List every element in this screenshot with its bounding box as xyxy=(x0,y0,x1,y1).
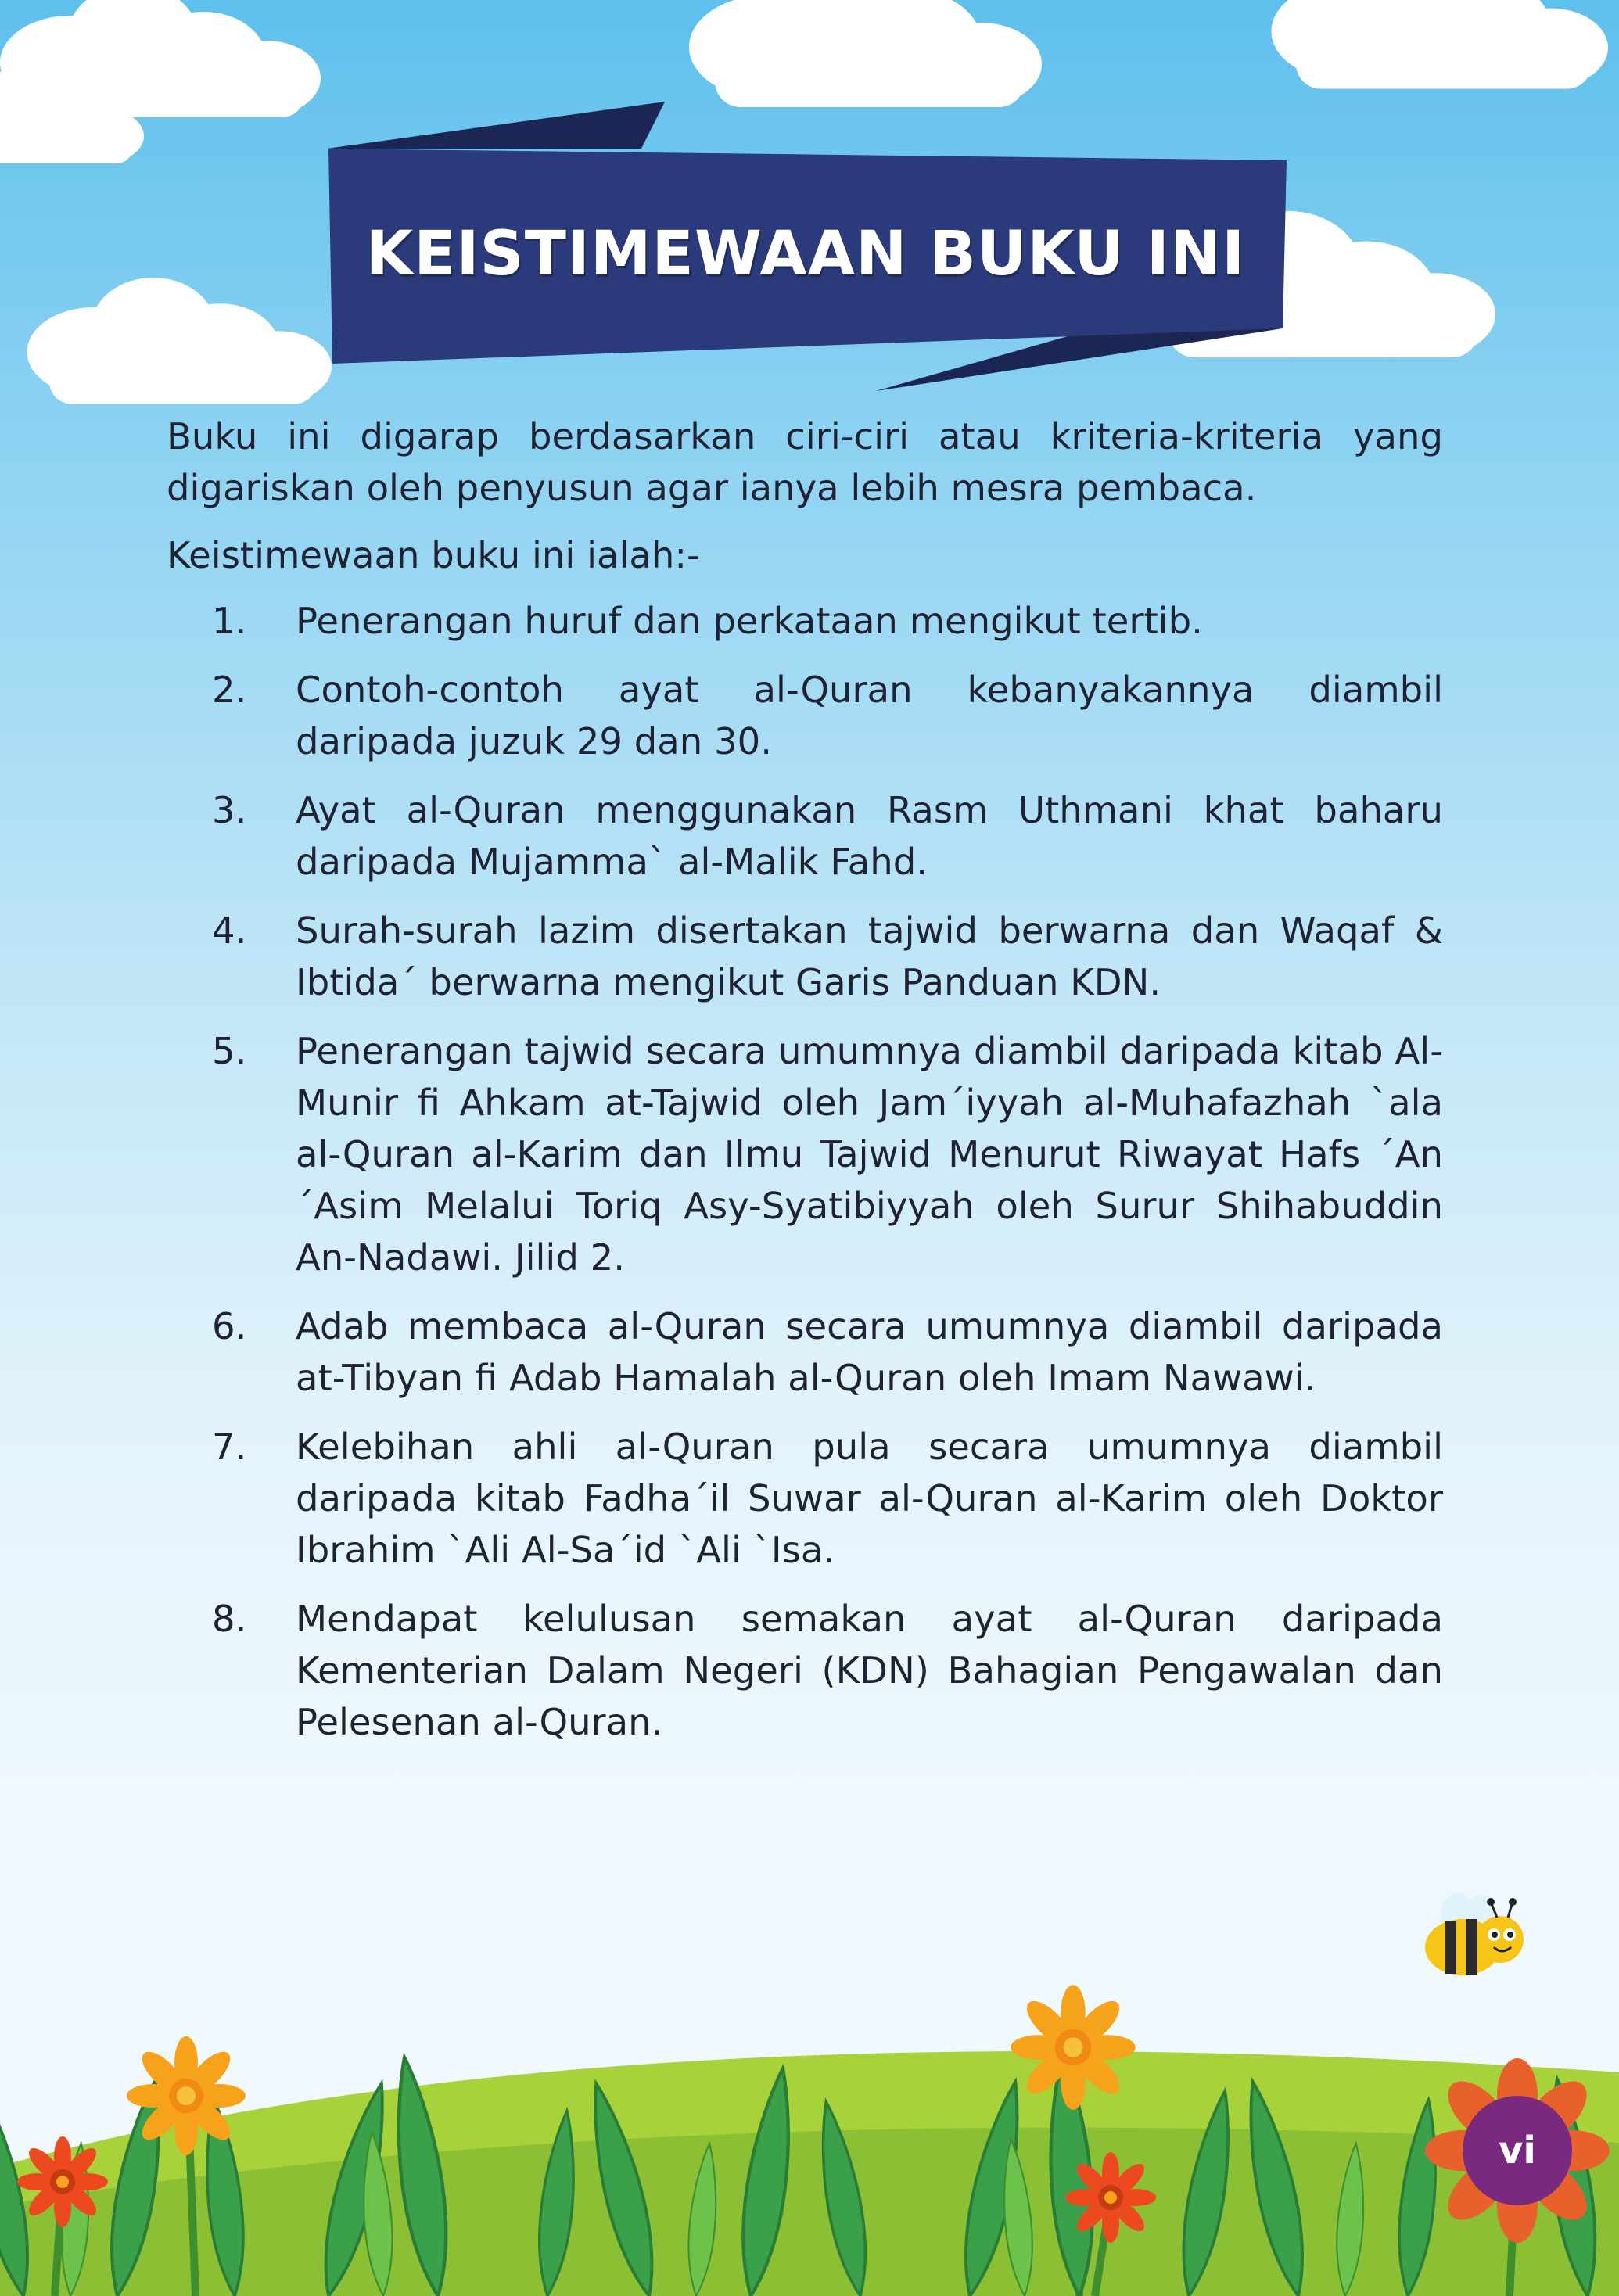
list-item-text: Penerangan huruf dan perkataan mengikut tertib. xyxy=(296,600,1203,642)
list-item-text: Penerangan tajwid secara umumnya diambil daripada kitab Al-Munir fi Ahkam at-Tajwid oleh Jam´iyyah al-Muhafazhah `ala al-Quran al-Karim dan Ilmu Tajwid Menurut Riwayat Hafs ´An ´Asim Melalui Toriq Asy-Syatibiyyah oleh Surur Shihabuddin An-Nadawi. Jilid 2. xyxy=(296,1030,1443,1279)
list-item-text: Surah-surah lazim disertakan tajwid berwarna dan Waqaf & Ibtida´ berwarna mengikut Garis Panduan KDN. xyxy=(296,909,1443,1003)
list-item-number: 4. xyxy=(212,909,247,952)
page-number: vi xyxy=(1499,2129,1536,2172)
features-list xyxy=(167,595,1443,1748)
list-item-text: Kelebihan ahli al-Quran pula secara umumnya diambil daripada kitab Fadha´il Suwar al-Quran al-Karim oleh Doktor Ibrahim `Ali Al-Sa´id `Ali `Isa. xyxy=(296,1426,1443,1571)
list-item-number: 7. xyxy=(212,1426,247,1468)
list-item-text: Mendapat kelulusan semakan ayat al-Quran daripada Kementerian Dalam Negeri (KDN) Bahagian Pengawalan dan Pelesenan al-Quran. xyxy=(296,1598,1443,1743)
list-item xyxy=(167,1593,1443,1748)
page-title: KEISTIMEWAAN BUKU INI xyxy=(365,219,1246,289)
list-item-number: 6. xyxy=(212,1305,247,1347)
list-item-number: 3. xyxy=(212,789,247,831)
list-item-number: 2. xyxy=(212,669,247,711)
list-item-number: 5. xyxy=(212,1030,247,1072)
list-item-number: 8. xyxy=(212,1598,247,1640)
cloud-icon xyxy=(1272,0,1609,89)
list-item-number: 1. xyxy=(212,600,247,642)
list-item-text: Adab membaca al-Quran secara umumnya diambil daripada at-Tibyan fi Adab Hamalah al-Quran oleh Imam Nawawi. xyxy=(296,1305,1443,1399)
flower-icon xyxy=(1065,2152,1156,2243)
list-item xyxy=(167,664,1443,767)
bee-icon xyxy=(1425,1892,1524,1975)
list-item xyxy=(167,1025,1443,1283)
cloud-icon xyxy=(689,0,1042,107)
flower-icon xyxy=(127,2036,246,2155)
lead-text: Keistimewaan buku ini ialah:- xyxy=(167,534,700,576)
flower-icon xyxy=(17,2136,108,2227)
content xyxy=(167,411,1443,1765)
list-item-text: Contoh-contoh ayat al-Quran kebanyakannya diambil daripada juzuk 29 dan 30. xyxy=(296,669,1443,762)
cloud-icon xyxy=(27,278,332,404)
intro-paragraph: Buku ini digarap berdasarkan ciri-ciri atau kriteria-kriteria yang digariskan oleh penyusun agar ianya lebih mesra pembaca. xyxy=(167,415,1443,509)
list-item xyxy=(167,595,1443,647)
list-item-text: Ayat al-Quran menggunakan Rasm Uthmani khat baharu daripada Mujamma` al-Malik Fahd. xyxy=(296,789,1443,883)
flower-icon xyxy=(1011,1985,1136,2110)
list-item xyxy=(167,1300,1443,1404)
list-item xyxy=(167,1421,1443,1576)
list-item xyxy=(167,784,1443,888)
list-item xyxy=(167,905,1443,1008)
